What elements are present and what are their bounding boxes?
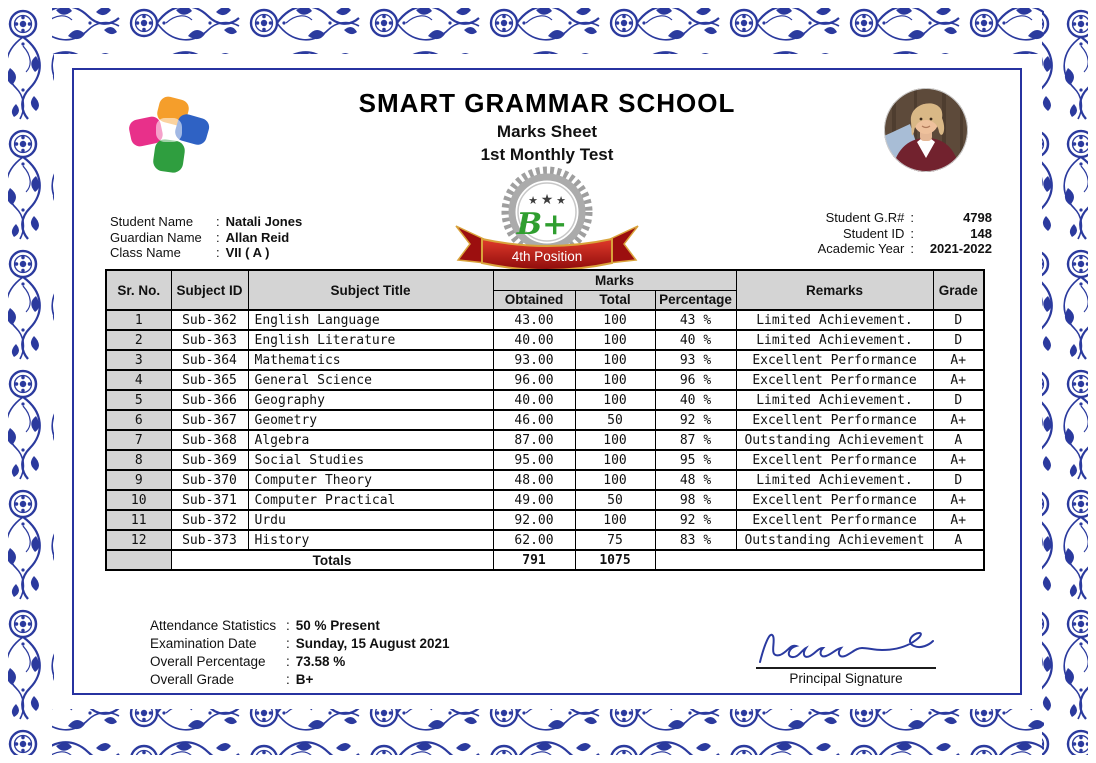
table-row bbox=[106, 410, 984, 430]
cell-sr-no: 3 bbox=[106, 350, 171, 370]
grade-medal bbox=[452, 162, 642, 282]
cell-sr-no: 6 bbox=[106, 410, 171, 430]
cell-total: 100 bbox=[575, 310, 655, 330]
table-row bbox=[106, 430, 984, 450]
col-header-percentage: Percentage bbox=[655, 290, 736, 310]
totals-empty-right bbox=[655, 550, 984, 570]
colon bbox=[904, 241, 920, 257]
cell-grade: A+ bbox=[933, 350, 984, 370]
cell-sr-no: 9 bbox=[106, 470, 171, 490]
cell-subject-title: General Science bbox=[248, 370, 493, 390]
cell-grade: A+ bbox=[933, 450, 984, 470]
totals-row bbox=[106, 550, 984, 570]
marks-table bbox=[105, 269, 985, 571]
table-row bbox=[106, 450, 984, 470]
cell-subject-title: History bbox=[248, 530, 493, 550]
cell-subject-title: Computer Theory bbox=[248, 470, 493, 490]
cell-subject-id: Sub-372 bbox=[171, 510, 248, 530]
table-row bbox=[106, 370, 984, 390]
col-header-subject-title: Subject Title bbox=[248, 270, 493, 310]
cell-obtained: 46.00 bbox=[493, 410, 575, 430]
cell-sr-no: 12 bbox=[106, 530, 171, 550]
info-value: 2021-2022 bbox=[929, 241, 992, 256]
cell-total: 75 bbox=[575, 530, 655, 550]
cell-remarks: Outstanding Achievement bbox=[736, 430, 933, 450]
school-name: SMART GRAMMAR SCHOOL bbox=[358, 88, 736, 118]
cell-remarks: Excellent Performance bbox=[736, 510, 933, 530]
cell-grade: D bbox=[933, 310, 984, 330]
info-label: Academic Year bbox=[817, 241, 905, 256]
colon bbox=[904, 226, 920, 242]
cell-subject-id: Sub-367 bbox=[171, 410, 248, 430]
cell-remarks: Outstanding Achievement bbox=[736, 530, 933, 550]
cell-percentage: 40 % bbox=[655, 330, 736, 350]
cell-grade: D bbox=[933, 330, 984, 350]
medal-star-icon: ★ bbox=[556, 195, 566, 207]
cell-subject-title: Algebra bbox=[248, 430, 493, 450]
col-header-total: Total bbox=[575, 290, 655, 310]
cell-percentage: 93 % bbox=[655, 350, 736, 370]
totals-obtained: 791 bbox=[493, 550, 575, 570]
cell-percentage: 43 % bbox=[655, 310, 736, 330]
cell-grade: A bbox=[933, 430, 984, 450]
cell-grade: A+ bbox=[933, 370, 984, 390]
cell-subject-id: Sub-362 bbox=[171, 310, 248, 330]
border-left-band bbox=[8, 8, 54, 755]
cell-subject-id: Sub-368 bbox=[171, 430, 248, 450]
info-value: Natali Jones bbox=[225, 214, 303, 229]
cell-remarks: Excellent Performance bbox=[736, 450, 933, 470]
totals-empty-sr bbox=[106, 550, 171, 570]
info-row bbox=[110, 214, 302, 230]
colon bbox=[280, 617, 296, 635]
summary-value: Sunday, 15 August 2021 bbox=[295, 636, 450, 651]
info-label: Student Name bbox=[110, 214, 194, 229]
info-label: Class Name bbox=[110, 245, 181, 260]
info-label: Student G.R# bbox=[825, 210, 905, 225]
cell-percentage: 92 % bbox=[655, 410, 736, 430]
info-value: 148 bbox=[970, 225, 992, 241]
border-bottom-band bbox=[52, 709, 1044, 755]
table-row bbox=[106, 390, 984, 410]
signature-scribble bbox=[756, 622, 936, 666]
cell-total: 50 bbox=[575, 410, 655, 430]
summary-value: 73.58 % bbox=[295, 654, 346, 669]
cell-remarks: Excellent Performance bbox=[736, 350, 933, 370]
cell-sr-no: 10 bbox=[106, 490, 171, 510]
summary-row bbox=[150, 635, 450, 653]
cell-total: 50 bbox=[575, 490, 655, 510]
medal-grade: B+ bbox=[516, 207, 568, 242]
cell-grade: A+ bbox=[933, 510, 984, 530]
cell-total: 100 bbox=[575, 450, 655, 470]
student-info-right bbox=[818, 210, 992, 257]
col-header-sr-no: Sr. No. bbox=[106, 270, 171, 310]
cell-percentage: 95 % bbox=[655, 450, 736, 470]
colon bbox=[210, 214, 226, 230]
summary-row bbox=[150, 653, 450, 671]
table-row bbox=[106, 490, 984, 510]
info-value: Allan Reid bbox=[225, 229, 290, 245]
cell-grade: A+ bbox=[933, 410, 984, 430]
table-row bbox=[106, 310, 984, 330]
student-photo bbox=[884, 88, 968, 172]
cell-percentage: 48 % bbox=[655, 470, 736, 490]
cell-obtained: 40.00 bbox=[493, 390, 575, 410]
info-row bbox=[818, 210, 992, 226]
cell-total: 100 bbox=[575, 370, 655, 390]
cell-total: 100 bbox=[575, 350, 655, 370]
cell-sr-no: 8 bbox=[106, 450, 171, 470]
colon bbox=[210, 230, 226, 246]
cell-total: 100 bbox=[575, 470, 655, 490]
cell-obtained: 49.00 bbox=[493, 490, 575, 510]
cell-subject-id: Sub-366 bbox=[171, 390, 248, 410]
cell-subject-id: Sub-364 bbox=[171, 350, 248, 370]
info-label: Guardian Name bbox=[110, 229, 202, 245]
cell-total: 100 bbox=[575, 330, 655, 350]
table-row bbox=[106, 530, 984, 550]
summary-row bbox=[150, 671, 450, 689]
cell-percentage: 96 % bbox=[655, 370, 736, 390]
cell-subject-title: Geography bbox=[248, 390, 493, 410]
cell-subject-id: Sub-365 bbox=[171, 370, 248, 390]
col-header-remarks: Remarks bbox=[736, 270, 933, 310]
col-header-obtained: Obtained bbox=[493, 290, 575, 310]
col-header-marks-group: Marks bbox=[493, 270, 736, 290]
cell-obtained: 87.00 bbox=[493, 430, 575, 450]
cell-obtained: 96.00 bbox=[493, 370, 575, 390]
cell-remarks: Limited Achievement. bbox=[736, 470, 933, 490]
cell-subject-title: English Literature bbox=[248, 330, 493, 350]
cell-subject-title: English Language bbox=[248, 310, 493, 330]
cell-sr-no: 2 bbox=[106, 330, 171, 350]
summary-value: 50 % Present bbox=[295, 618, 380, 633]
table-row bbox=[106, 510, 984, 530]
signature-line bbox=[756, 667, 936, 669]
info-row bbox=[110, 245, 302, 261]
signature-label: Principal Signature bbox=[789, 671, 903, 686]
cell-total: 100 bbox=[575, 390, 655, 410]
info-value: 4798 bbox=[963, 210, 992, 225]
signature-block bbox=[756, 622, 936, 686]
cell-sr-no: 11 bbox=[106, 510, 171, 530]
col-header-subject-id: Subject ID bbox=[171, 270, 248, 310]
medal-star-icon: ★ bbox=[540, 191, 554, 207]
cell-subject-id: Sub-371 bbox=[171, 490, 248, 510]
colon bbox=[280, 671, 296, 689]
cell-remarks: Excellent Performance bbox=[736, 370, 933, 390]
totals-label: Totals bbox=[171, 550, 493, 570]
cell-subject-title: Social Studies bbox=[248, 450, 493, 470]
cell-subject-title: Urdu bbox=[248, 510, 493, 530]
cell-subject-id: Sub-370 bbox=[171, 470, 248, 490]
medal-star-icon: ★ bbox=[528, 195, 538, 207]
document-title: Marks Sheet bbox=[496, 122, 598, 141]
info-row bbox=[818, 241, 992, 257]
cell-remarks: Excellent Performance bbox=[736, 490, 933, 510]
summary-label: Attendance Statistics bbox=[150, 618, 277, 633]
border-right-band bbox=[1042, 8, 1088, 755]
colon bbox=[280, 653, 296, 671]
cell-subject-id: Sub-369 bbox=[171, 450, 248, 470]
cell-sr-no: 5 bbox=[106, 390, 171, 410]
cell-obtained: 43.00 bbox=[493, 310, 575, 330]
cell-obtained: 95.00 bbox=[493, 450, 575, 470]
cell-percentage: 40 % bbox=[655, 390, 736, 410]
cell-total: 100 bbox=[575, 430, 655, 450]
info-row bbox=[110, 230, 302, 246]
summary-block bbox=[150, 617, 450, 689]
summary-label: Overall Percentage bbox=[150, 654, 266, 669]
border-top-band bbox=[52, 8, 1044, 54]
cell-obtained: 92.00 bbox=[493, 510, 575, 530]
cell-sr-no: 4 bbox=[106, 370, 171, 390]
marks-table-body bbox=[106, 310, 984, 550]
cell-remarks: Limited Achievement. bbox=[736, 310, 933, 330]
cell-percentage: 92 % bbox=[655, 510, 736, 530]
cell-grade: D bbox=[933, 470, 984, 490]
colon bbox=[904, 210, 920, 226]
certificate-inner-frame bbox=[72, 68, 1022, 695]
table-row bbox=[106, 470, 984, 490]
cell-obtained: 62.00 bbox=[493, 530, 575, 550]
summary-value: B+ bbox=[295, 672, 314, 687]
marks-table-footer bbox=[106, 550, 984, 570]
cell-percentage: 98 % bbox=[655, 490, 736, 510]
col-header-grade: Grade bbox=[933, 270, 984, 310]
cell-sr-no: 7 bbox=[106, 430, 171, 450]
cell-grade: A bbox=[933, 530, 984, 550]
cell-sr-no: 1 bbox=[106, 310, 171, 330]
colon bbox=[280, 635, 296, 653]
info-value: VII ( A ) bbox=[225, 245, 270, 260]
table-row bbox=[106, 350, 984, 370]
cell-remarks: Limited Achievement. bbox=[736, 330, 933, 350]
student-info-left bbox=[110, 214, 302, 261]
cell-subject-id: Sub-363 bbox=[171, 330, 248, 350]
cell-percentage: 87 % bbox=[655, 430, 736, 450]
cell-remarks: Limited Achievement. bbox=[736, 390, 933, 410]
cell-obtained: 93.00 bbox=[493, 350, 575, 370]
summary-label: Overall Grade bbox=[150, 672, 235, 687]
table-row bbox=[106, 330, 984, 350]
totals-total: 1075 bbox=[575, 550, 655, 570]
test-title: 1st Monthly Test bbox=[480, 145, 614, 164]
marks-table-header bbox=[106, 270, 984, 310]
cell-grade: A+ bbox=[933, 490, 984, 510]
info-row bbox=[818, 226, 992, 242]
position-label: 4th Position bbox=[511, 249, 583, 264]
summary-row bbox=[150, 617, 450, 635]
cell-subject-id: Sub-373 bbox=[171, 530, 248, 550]
cell-subject-title: Geometry bbox=[248, 410, 493, 430]
cell-grade: D bbox=[933, 390, 984, 410]
colon bbox=[210, 245, 226, 261]
info-label: Student ID bbox=[842, 225, 905, 241]
cell-percentage: 83 % bbox=[655, 530, 736, 550]
cell-remarks: Excellent Performance bbox=[736, 410, 933, 430]
cell-obtained: 40.00 bbox=[493, 330, 575, 350]
cell-obtained: 48.00 bbox=[493, 470, 575, 490]
cell-total: 100 bbox=[575, 510, 655, 530]
summary-label: Examination Date bbox=[150, 636, 257, 651]
cell-subject-title: Mathematics bbox=[248, 350, 493, 370]
cell-subject-title: Computer Practical bbox=[248, 490, 493, 510]
header-titles bbox=[74, 88, 1020, 165]
